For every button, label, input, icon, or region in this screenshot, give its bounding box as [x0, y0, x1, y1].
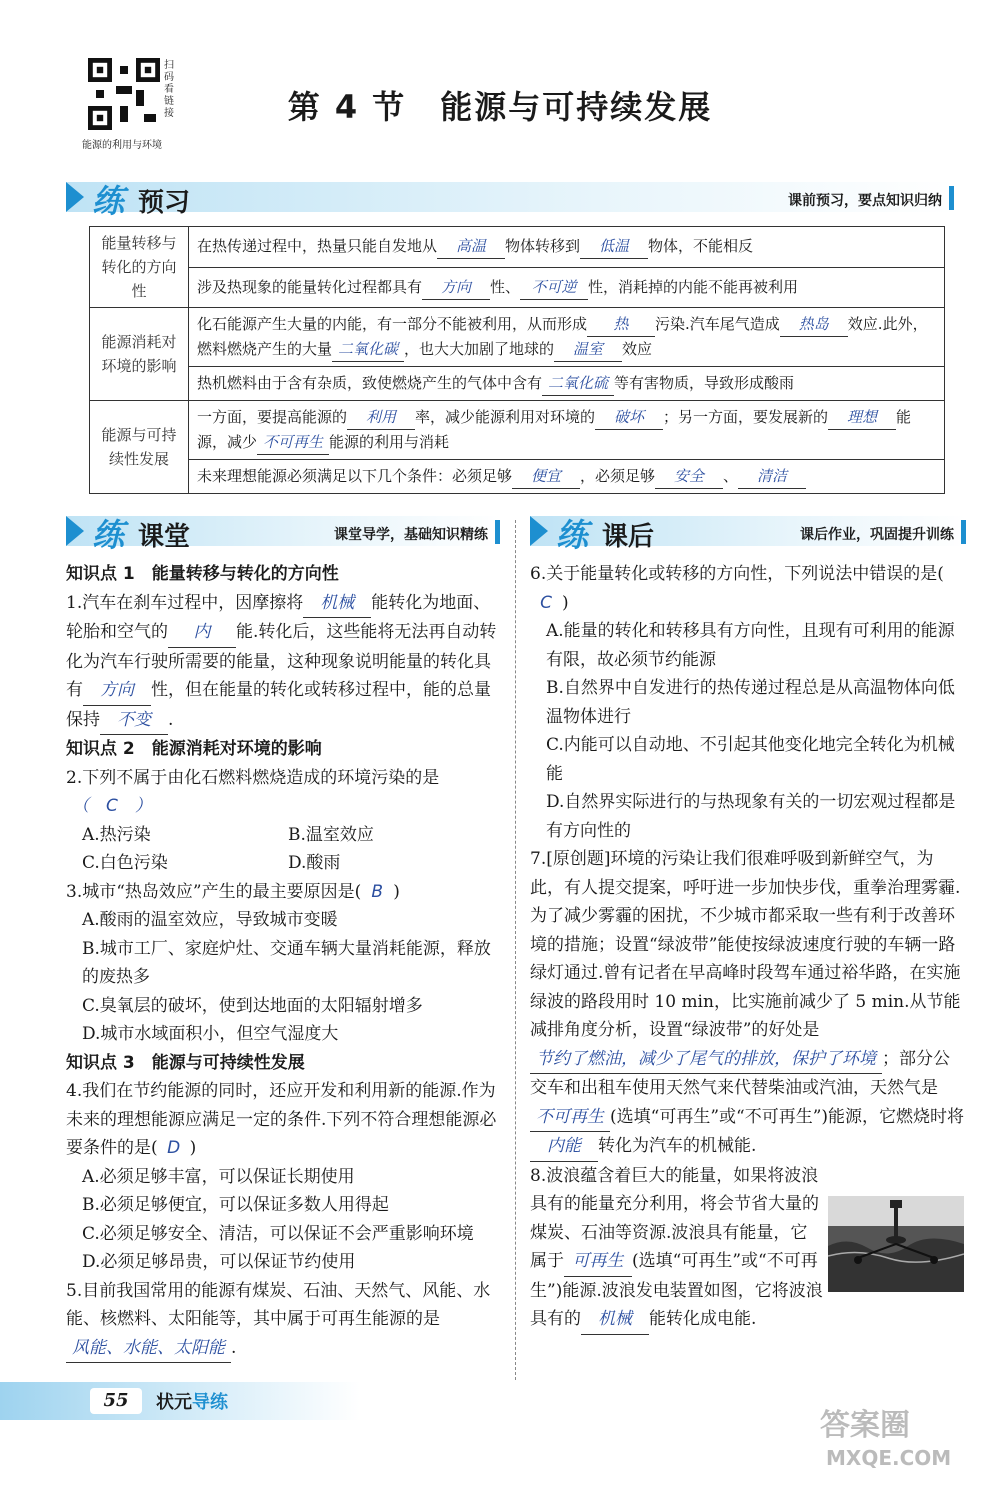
option: B.自然界中自发进行的热传递过程总是从高温物体向低温物体进行 [546, 678, 955, 727]
preview-table [89, 226, 945, 494]
option: A.必须足够丰富，可以保证长期使用 [82, 1166, 355, 1187]
question-7: 7.[原创题]环境的污染让我们很难呼吸到新鲜空气，为此，有人提交提案，呼吁进一步加快步伐，重拳治理雾霾.为了减少雾霾的困扰，不少城市都采取一些有利于改善环境的措施；设置“绿波带”能使按绿波速度行驶的车辆一路绿灯通过.曾有记者在早高峰时段驾车通过裕华路，在实施绿波的路段用时 10 min，比实施前减少了 5 min.从节能减排角度分析，设置“绿波带”的好处是节约了燃油，减少了尾气的排放，保护了环境 ；部分公交车和出租车使用天然气来代替柴油或汽油，天然气是不可再生 (选填“可再生”或“不可再生”)能源，它燃烧时将内能 转化为汽车的机械能. [530, 845, 966, 1162]
answer: 不可再生 [257, 430, 329, 455]
knowledge-point: 知识点 1 能量转移与转化的方向性 [66, 564, 339, 584]
watermark-site: MXQE.COM [826, 1446, 952, 1470]
answer: 利用 [347, 405, 415, 430]
question-8: 8.波浪蕴含着巨大的能量，如果将波浪具有的能量充分利用，将会节省大量的煤炭、石油等资源.波浪具有能量，它属于 可再生 (选填“可再生”或“不可再生”)能源.波浪发电装置如图，它将波浪具有的 机械 能转化成电能. [530, 1162, 966, 1335]
question-3: 3.城市“热岛效应”产生的最主要原因是( B ) [66, 878, 500, 907]
banner-icon: 练 [92, 182, 125, 220]
answer: 不可逆 [520, 275, 588, 300]
answer: 内 [168, 618, 236, 648]
answer: 温室 [554, 337, 622, 362]
answer: 清洁 [738, 464, 806, 489]
qr-side-label: 扫码看链接 [164, 60, 174, 119]
table-category: 能源与可持续性发展 [90, 401, 189, 494]
table-cell: 在热传递过程中，热量只能自发地从 高温 物体转移到 低温 物体，不能相反 [189, 227, 945, 268]
answer: 热 [587, 312, 655, 337]
answer: D [167, 1138, 181, 1158]
footer-brand: 状元导练 [156, 1392, 228, 1413]
answer: 可再生 [564, 1247, 632, 1277]
answer: 节约了燃油，减少了尾气的排放，保护了环境 [530, 1045, 882, 1075]
option: C.必须足够安全、清洁，可以保证不会严重影响环境 [82, 1223, 474, 1244]
answer: 风能、水能、太阳能 [66, 1334, 231, 1364]
banner-name: 课后 [602, 522, 655, 552]
table-cell: 一方面，要提高能源的 利用 率，减少能源利用对环境的 破坏 ；另一方面，要发展新的 理想 能源，减少 不可再生 能源的利用与消耗 [189, 401, 945, 460]
answer: 方向 [422, 275, 490, 300]
option: C.内能可以自动地、不引起其他变化地完全转化为机械能 [546, 735, 955, 784]
question-1: 1.汽车在刹车过程中，因摩擦将 机械 能转化为地面、轮胎和空气的 内 能.转化后，这些能将无法再自动转化为汽车行驶所需要的能量，这种现象说明能量的转化具有 方向 性，但在能量的转化或转移过程中，能的总量保持 不变 . [66, 589, 500, 736]
table-cell: 化石能源产生大量的内能，有一部分不能被利用，从而形成 热 污染.汽车尾气造成 热岛 效应.此外，燃料燃烧产生的大量 二氧化碳 ，也大大加剧了地球的 温室 效应 [189, 308, 945, 367]
answer: 热岛 [780, 312, 848, 337]
banner-icon: 练 [556, 516, 589, 554]
table-cell: 涉及热现象的能量转化过程都具有 方向 性、 不可逆 性，消耗掉的内能不能再被利用 [189, 267, 945, 308]
option: B.必须足够便宜，可以保证多数人用得起 [82, 1195, 389, 1215]
banner-sub: 课后作业，巩固提升训练 [800, 527, 954, 543]
answer: 机械 [581, 1305, 649, 1335]
arrow-icon [530, 516, 548, 546]
answer: （ C ） [72, 796, 152, 816]
answer: 安全 [655, 464, 723, 489]
watermark-logo: 答案圈 [820, 1408, 910, 1443]
answer: 不可再生 [530, 1103, 610, 1133]
wave-power-image [828, 1196, 964, 1292]
answer: 二氧化碳 [332, 337, 404, 362]
question-4: 4.我们在节约能源的同时，还应开发和利用新的能源.作为未来的理想能源应满足一定的条件.下列不符合理想能源必要条件的是( D ) [66, 1077, 500, 1163]
option: B.城市工厂、家庭炉灶、交通车辆大量消耗能源，释放的废热多 [82, 938, 491, 987]
option: C.臭氧层的破坏，使到达地面的太阳辐射增多 [82, 995, 423, 1016]
options: A.热污染 B.温室效应 [82, 824, 374, 845]
after-banner [530, 512, 966, 554]
answer: 高温 [437, 234, 505, 259]
answer: 理想 [828, 405, 896, 430]
answer: 二氧化硫 [542, 371, 614, 396]
banner-name: 课堂 [138, 522, 191, 552]
answer: B [371, 881, 384, 902]
arrow-icon [66, 516, 84, 546]
preview-banner [66, 178, 954, 220]
option: A.酸雨的温室效应，导致城市变暖 [82, 910, 338, 930]
table-cell: 热机燃料由于含有杂质，致使燃烧产生的气体中含有 二氧化硫 等有害物质，导致形成酸雨 [189, 367, 945, 401]
banner-icon: 练 [92, 516, 125, 554]
column-divider [515, 520, 516, 1380]
page-number: 55 [90, 1388, 142, 1414]
classroom-banner [66, 512, 500, 554]
answer: 低温 [580, 234, 648, 259]
answer: 内能 [530, 1132, 598, 1162]
knowledge-point: 知识点 3 能源与可持续性发展 [66, 1052, 305, 1073]
answer: 便宜 [512, 464, 580, 489]
banner-sub: 课堂导学，基础知识精练 [334, 527, 488, 543]
banner-name: 预习 [138, 188, 191, 218]
question-2: 2.下列不属于由化石燃料燃烧造成的环境污染的是（ C ） [66, 764, 500, 821]
table-category: 能量转移与转化的方向性 [90, 227, 189, 308]
page-title: 第 4 节 能源与可持续发展 [287, 88, 713, 126]
qr-caption: 能源的利用与环境 [82, 140, 162, 151]
knowledge-point: 知识点 2 能源消耗对环境的影响 [66, 739, 322, 759]
answer: 方向 [83, 676, 151, 706]
answer: 破坏 [595, 405, 663, 430]
question-5: 5.目前我国常用的能源有煤炭、石油、天然气、风能、水能、核燃料、太阳能等，其中属于可再生能源的是风能、水能、太阳能 . [66, 1277, 500, 1364]
table-category: 能源消耗对环境的影响 [90, 308, 189, 401]
banner-sub: 课前预习，要点知识归纳 [788, 193, 942, 209]
option: D.必须足够昂贵，可以保证节约使用 [82, 1252, 356, 1272]
table-cell: 未来理想能源必须满足以下几个条件：必须足够 便宜 ，必须足够 安全 、 清洁 [189, 460, 945, 494]
option: D.城市水域面积小，但空气湿度大 [82, 1024, 339, 1044]
answer: 不变 [100, 706, 168, 736]
answer: C [540, 592, 552, 613]
arrow-icon [66, 182, 84, 212]
question-6: 6.关于能量转化或转移的方向性，下列说法中错误的是(C ) [530, 560, 966, 617]
left-column [66, 560, 500, 1363]
option: A.能量的转化和转移具有方向性，且现有可利用的能源有限，故必须节约能源 [546, 621, 955, 670]
answer: 机械 [303, 589, 371, 619]
options: C.白色污染 D.酸雨 [82, 853, 341, 873]
option: D.自然界实际进行的与热现象有关的一切宏观过程都是有方向性的 [546, 792, 956, 841]
